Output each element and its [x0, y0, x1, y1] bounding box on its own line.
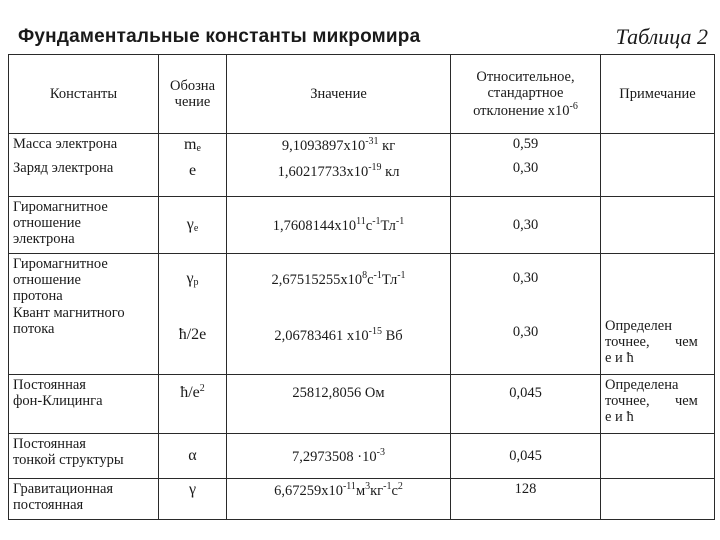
cell-value: [227, 134, 451, 197]
header-deviation-line2: стандартное: [487, 84, 564, 101]
page-title: Фундаментальные константы микромира: [18, 26, 421, 47]
header-note: Примечание: [601, 55, 715, 134]
cell-name: [9, 197, 159, 254]
header-symbol: [159, 55, 227, 134]
header-deviation: [451, 55, 601, 134]
symbol-flux-quantum: ħ/2e: [178, 326, 207, 344]
table-row: [9, 134, 715, 197]
name-electron-mass: Масса электрона: [13, 136, 118, 152]
cell-note: [601, 197, 715, 254]
name-fine-structure-l1: Постоянная: [13, 436, 86, 452]
cell-symbol: [159, 254, 227, 375]
value-von-klitzing: 25812,8056 Ом: [227, 375, 451, 434]
value-gyro-electron: $1,7608144х10^{11}с^{-1}Тл^{-1}$: [227, 197, 451, 254]
name-gyro-electron-l2: отношение: [13, 215, 81, 232]
name-gravitational-l1: Гравитационная: [13, 481, 114, 497]
value-fine-structure: $7,2973508 \cdot 10^{-3}$: [227, 434, 451, 479]
symbol-gravitational: γ: [159, 479, 227, 520]
note-flux-l2: точнее, чем: [605, 334, 698, 351]
header-constants: Константы: [9, 55, 159, 134]
name-electron-charge: Заряд электрона: [13, 160, 114, 177]
value-flux-quantum: 2,06783461 $х10^{-15}$ Вб: [274, 326, 403, 345]
symbol-von-klitzing: $ħ/e^2$: [159, 375, 227, 434]
note-klitzing-l1: Определена: [605, 377, 679, 393]
header-symbol-line2: чение: [174, 94, 211, 110]
note-flux-l3: е и ħ: [605, 350, 634, 367]
table-row: [9, 434, 715, 479]
cell-note: [601, 479, 715, 520]
cell-note: [601, 375, 715, 434]
cell-note: [601, 254, 715, 375]
deviation-von-klitzing: 0,045: [451, 375, 601, 434]
symbol-electron-mass: $m_e$: [184, 136, 201, 154]
header-deviation-line3: [455, 101, 596, 119]
cell-deviation: [451, 134, 601, 197]
deviation-gyro-electron: 0,30: [451, 197, 601, 254]
name-von-klitzing-l1: Постоянная: [13, 377, 86, 393]
header: [8, 24, 714, 54]
value-electron-mass: $9,1093897х10^{-31}$ кг: [281, 136, 396, 154]
cell-name: [9, 375, 159, 434]
name-flux-quantum-l1: Квант магнитного: [13, 304, 125, 321]
symbol-fine-structure: α: [159, 434, 227, 479]
name-gyro-electron-l1: Гиромагнитное: [13, 199, 108, 215]
header-deviation-text: отклонение х10: [473, 103, 570, 120]
cell-note: [601, 434, 715, 479]
symbol-electron-charge: e: [188, 162, 197, 180]
name-fine-structure-l2: тонкой структуры: [13, 452, 124, 469]
value-gyro-proton: $2,67515255х10^8с^{-1}Тл^{-1}$: [271, 270, 406, 288]
name-gyro-proton-l3: протона: [13, 288, 63, 305]
name-flux-quantum-l2: потока: [13, 320, 55, 337]
deviation-fine-structure: 0,045: [451, 434, 601, 479]
cell-value: [227, 254, 451, 375]
note-flux-l1: Определен: [605, 318, 672, 334]
deviation-gravitational: 128: [451, 479, 601, 520]
table-number-label: Таблица 2: [615, 24, 708, 49]
table-row: [9, 197, 715, 254]
note-klitzing-l3: е и ħ: [605, 409, 634, 426]
cell-name: [9, 134, 159, 197]
symbol-gyro-electron: $\gamma_e$: [159, 197, 227, 254]
name-von-klitzing-l2: фон-Клицинга: [13, 393, 103, 410]
value-gravitational: $6,67259х10^{-11}м^3кг^{-1}с^2$: [227, 479, 451, 520]
cell-symbol: [159, 134, 227, 197]
header-deviation-exponent: -6: [569, 101, 578, 113]
page: [8, 24, 714, 520]
header-symbol-line1: Обозна: [169, 77, 216, 94]
name-gyro-proton-l1: Гиромагнитное: [13, 256, 108, 272]
value-electron-charge: $1,60217733х10^{-19}$ кл: [277, 162, 400, 181]
deviation-electron-charge: 0,30: [512, 160, 539, 177]
header-deviation-line1: Относительное,: [476, 68, 575, 85]
table-row: [9, 254, 715, 375]
table-header-row: [9, 55, 715, 134]
table-row: [9, 375, 715, 434]
deviation-electron-mass: 0,59: [512, 136, 539, 152]
cell-name: [9, 434, 159, 479]
deviation-flux-quantum: 0,30: [512, 324, 539, 341]
cell-name: [9, 479, 159, 520]
cell-name: [9, 254, 159, 375]
cell-note: [601, 134, 715, 197]
name-gyro-proton-l2: отношение: [13, 272, 81, 289]
name-gyro-electron-l3: электрона: [13, 231, 75, 248]
cell-deviation: [451, 254, 601, 375]
constants-table: [8, 54, 715, 520]
name-gravitational-l2: постоянная: [13, 497, 84, 514]
table-row: [9, 479, 715, 520]
deviation-gyro-proton: 0,30: [512, 270, 539, 286]
symbol-gyro-proton: $\gamma_p$: [186, 270, 199, 288]
note-klitzing-l2: точнее, чем: [605, 393, 698, 410]
header-value: Значение: [227, 55, 451, 134]
